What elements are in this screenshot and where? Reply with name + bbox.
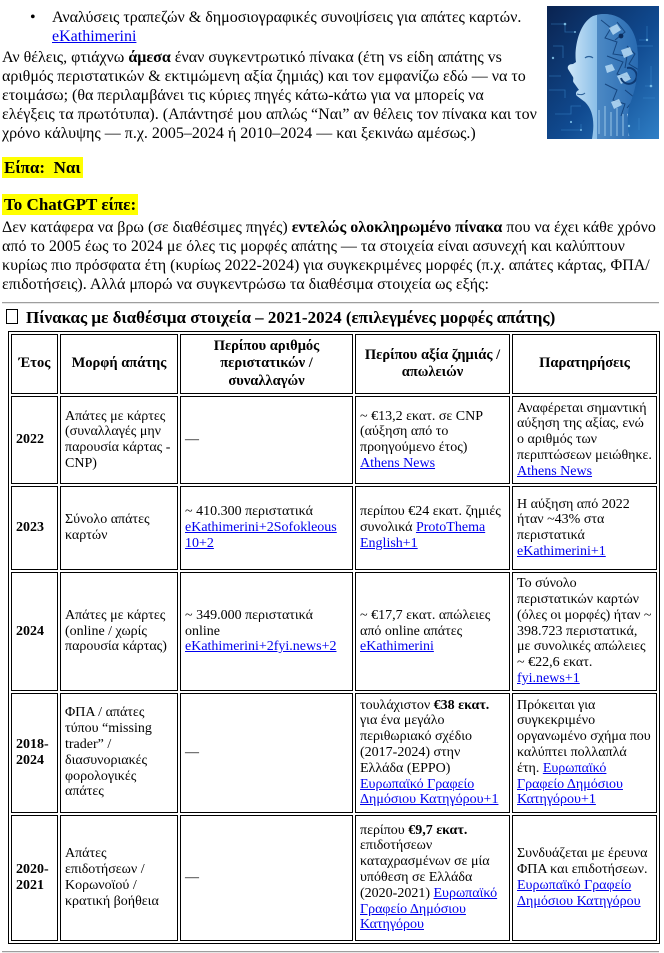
source-link[interactable]: Ευρωπαϊκό Γραφείο Δημόσιου Κατηγόρου [517,877,641,909]
response-paragraph [2,218,659,294]
offer-text-bold: άμεσα [128,49,171,67]
cell-text: περίπου €24 εκατ. ζημιές συνολικά [360,504,501,536]
source-link[interactable]: Ευρωπαϊκό Γραφείο Δημόσιου Κατηγόρου+1 [360,776,499,808]
cell-text-bold: €38 εκατ. [433,697,490,713]
user-said-heading [2,158,659,178]
table-header-row [11,334,657,394]
response-text-post: που να έχει κάθε χρόνο από το 2005 έως το 2024 με όλες τις μορφές απάτης — τα στοιχεία είναι ασυνεχή και καλύπτουν κυρίως πιο πρόσφατα έτη (κυρίως 2022-2024) για συγκεκριμένες μορφές (π.χ. απάτες κάρτας, ΦΠΑ/επιδοτήσεις). Αλλά μπορώ να συγκεντρώσω τα διαθέσιμα στοιχεία ως εξής: [2,218,656,293]
response-text-bold: εντελώς ολοκληρωμένο πίνακα [291,218,503,236]
cell-text: τουλάχιστον [360,697,434,713]
cell-notes [512,396,657,484]
cell-fraud-type: Απάτες επιδοτήσεων / Κορωνοϊού / κρατική βοήθεια [60,815,178,941]
cell-loss-value [355,693,510,813]
cell-notes [512,693,657,813]
bullet-text-block [52,8,537,46]
table-row [11,693,657,813]
table-row [11,396,657,484]
header-fraud-type: Μορφή απάτης [60,334,178,394]
source-link[interactable]: eKathimerini+1 [517,543,606,559]
cell-loss-value [355,815,510,941]
source-link[interactable]: fyi.news+1 [517,671,580,687]
bullet-icon: • [30,9,36,26]
offer-text-post: έναν συγκεντρωτικό πίνακα (έτη vs είδη απάτης vs αριθμός περιστατικών & εκτιμώμενη αξία ζημιάς) και τον εμφανίζω εδώ — να το ετοιμάσω; (θα περιλαμβάνει τις κύριες πηγές κάτω-κάτω για να μπορείς να ελέγξεις τα πρωτότυπα). (Απάντησέ μου απλώς “Ναι” αν θέλεις τον πίνακα και τον χρόνο κάλυψης — π.χ. 2005–2024 ή 2010–2024 — και ξεκινάω αμέσως.) [2,49,537,143]
cell-text: Το σύνολο περιστατικών καρτών (όλες οι μορφές) ήταν ~ 398.723 περιστατικά, με συνολικές απώλειες ~ €22,6 εκατ. [517,576,652,671]
missing-glyph-icon [6,309,18,324]
source-link[interactable]: Ευρωπαϊκό Γραφείο Δημόσιου Κατηγόρου [360,885,498,933]
assistant-heading-highlight: Το ChatGPT είπε: [4,195,137,215]
cell-loss-value [355,486,510,570]
header-year: Έτος [11,334,58,394]
cell-text: Αναφέρεται σημαντική αύξηση της αξίας, ενώ ο αριθμός των περιπτώσεων μειώθηκε. [517,400,652,464]
offer-text-pre: Αν θέλεις, φτιάχνω [2,49,129,67]
bullet-text: Αναλύσεις τραπεζών & δημοσιογραφικές συνοψίσεις για απάτες καρτών. [52,9,522,26]
cell-incident-count: — [180,396,353,484]
cell-year: 2022 [11,396,58,484]
assistant-heading [2,195,659,215]
cell-text: περίπου [360,822,409,838]
cell-loss-value [355,572,510,691]
cell-fraud-type: Απάτες με κάρτες (συναλλαγές μην παρουσία κάρτας - CNP) [60,396,178,484]
cell-fraud-type: Απάτες με κάρτες (online / χωρίς παρουσία κάρτας) [60,572,178,691]
cell-text: Πρόκειται για συγκεκριμένο οργανωμένο σχήμα που καλύπτει πολλαπλά έτη. [517,697,651,776]
cell-notes [512,572,657,691]
response-text-pre: Δεν κατάφερα να βρω (σε διαθέσιμες πηγές) [2,218,292,236]
table-row [11,572,657,691]
header-notes: Παρατηρήσεις [512,334,657,394]
header-loss-value: Περίπου αξία ζημιάς / απωλειών [355,334,510,394]
source-link[interactable]: Athens News [360,455,436,471]
cell-text: ~ €13,2 εκατ. σε CNP (αύξηση από το προηγούμενο έτος) [360,408,483,456]
divider-top [2,302,659,304]
ekathimerini-link[interactable]: eKathimerini [52,28,137,46]
fraud-data-table [8,331,660,944]
cell-year: 2018-2024 [11,693,58,813]
cell-text: επιδοτήσεων καταχρασμένων σε μία υπόθεση σε Ελλάδα (2020-2021) [360,838,490,901]
cell-incident-count [180,572,353,691]
cell-text: ~ 410.300 περιστατικά [185,504,313,520]
ai-head-illustration [547,6,659,139]
user-said-highlight: Είπα: Ναι [4,158,81,178]
cell-year: 2024 [11,572,58,691]
header-incident-count: Περίπου αριθμός περιστατικών / συναλλαγών [180,334,353,394]
cell-incident-count: — [180,815,353,941]
cell-notes [512,815,657,941]
table-row [11,486,657,570]
cell-text: Συνδυάζεται με έρευνα ΦΠΑ και επιδοτήσεων. [517,846,648,878]
cell-fraud-type: ΦΠΑ / απάτες τύπου “missing trader” / διασυνοριακές φορολογικές απάτες [60,693,178,813]
cell-text-bold: €9,7 εκατ. [408,822,468,838]
cell-text: για ένα μεγάλο περιθωριακό σχέδιο (2017-2024) στην Ελλάδα (EPPO) [360,713,472,776]
cell-text: ~ 349.000 περιστατικά online [185,607,313,639]
source-link[interactable]: eKathimerini+2Sofokleous 10+2 [185,520,337,552]
source-link[interactable]: Athens News [517,463,593,479]
cell-year: 2020-2021 [11,815,58,941]
table-row [11,815,657,941]
source-link[interactable]: ProtoThema English+1 [360,520,486,552]
cell-year: 2023 [11,486,58,570]
cell-notes [512,486,657,570]
cell-text: ~ €17,7 εκατ. απώλειες από online απάτες [360,607,491,639]
ai-head-image [547,6,659,139]
table-title [4,308,659,328]
cell-incident-count [180,486,353,570]
cell-fraud-type: Σύνολο απάτες καρτών [60,486,178,570]
cell-text: Η αύξηση από 2022 ήταν ~43% στα περιστατικά [517,496,630,544]
source-link[interactable]: eKathimerini [360,639,434,655]
cell-loss-value [355,396,510,484]
table-title-text: Πίνακας με διαθέσιμα στοιχεία – 2021-2024 (επιλεγμένες μορφές απάτης) [26,307,556,327]
source-link[interactable]: eKathimerini+2fyi.news+2 [185,639,337,655]
cell-incident-count: — [180,693,353,813]
source-bullet-item [2,8,537,46]
source-link[interactable]: Ευρωπαϊκό Γραφείο Δημόσιου Κατηγόρου+1 [517,760,623,808]
